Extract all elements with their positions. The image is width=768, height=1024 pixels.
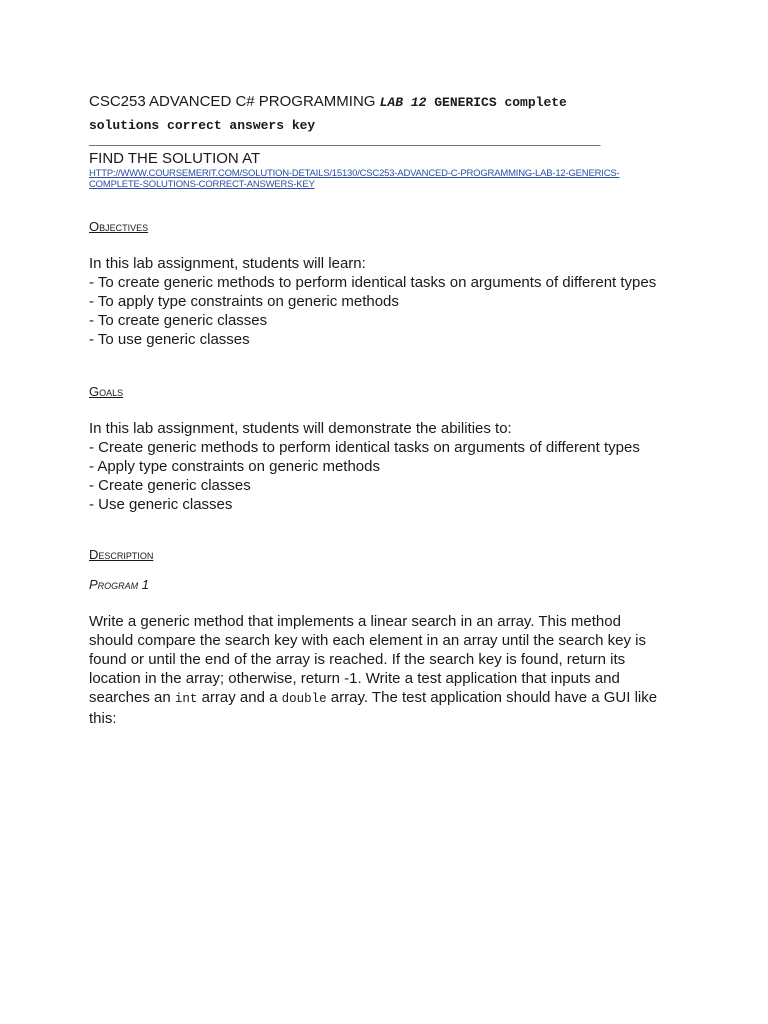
title-rest: GENERICS complete [426, 95, 567, 110]
goal-item: - Use generic classes [89, 496, 233, 513]
code-int: int [174, 692, 198, 706]
paragraph-text: Write a generic method that implements a linear search in an array. This method should compare the search key with each element in an array until the search key is found or until the end of the array is reached. If the search key is found, return its location in the array; otherwise, return -1. Write a test application that inputs and searches an [89, 613, 646, 706]
objective-item: - To use generic classes [89, 331, 250, 348]
objective-item: - To apply type constraints on generic methods [89, 293, 399, 310]
paragraph-text: array. The test application should have a GUI like this: [89, 689, 658, 727]
program-1-label: Program 1 [89, 577, 150, 592]
course-title: CSC253 ADVANCED C# PROGRAMMING [89, 93, 380, 110]
description-heading: Description [89, 547, 154, 562]
objectives-section [89, 254, 689, 349]
find-solution-label: FIND THE SOLUTION AT [89, 150, 261, 167]
objectives-intro: In this lab assignment, students will learn: [89, 255, 366, 272]
goal-item: - Create generic classes [89, 477, 251, 494]
title-line-2-text: solutions correct answers key [89, 118, 316, 133]
goals-heading: Goals [89, 384, 124, 399]
document-title-line-1 [89, 92, 689, 113]
lab-number: LAB 12 [379, 95, 427, 110]
goal-item: - Create generic methods to perform identical tasks on arguments of different types [89, 439, 640, 456]
objectives-heading: Objectives [89, 219, 149, 234]
code-double: double [281, 692, 327, 706]
goals-intro: In this lab assignment, students will demonstrate the abilities to: [89, 420, 512, 437]
document-page [89, 92, 689, 728]
program-1-description [89, 612, 661, 728]
horizontal-rule: ______________________________________________________________________ [89, 134, 601, 148]
document-title-line-2 [89, 115, 689, 136]
goals-section [89, 419, 689, 514]
solution-link[interactable]: HTTP://WWW.COURSEMERIT.COM/SOLUTION-DETAILS/15130/CSC253-ADVANCED-C-PROGRAMMING-LAB-12-GENERICS-COMPLETE-SOLUTIONS-CORRECT-ANSWERS-KEY [89, 168, 620, 190]
paragraph-text: array and a [197, 689, 282, 706]
objective-item: - To create generic methods to perform identical tasks on arguments of different types [89, 274, 657, 291]
objective-item: - To create generic classes [89, 312, 268, 329]
goal-item: - Apply type constraints on generic methods [89, 458, 380, 475]
